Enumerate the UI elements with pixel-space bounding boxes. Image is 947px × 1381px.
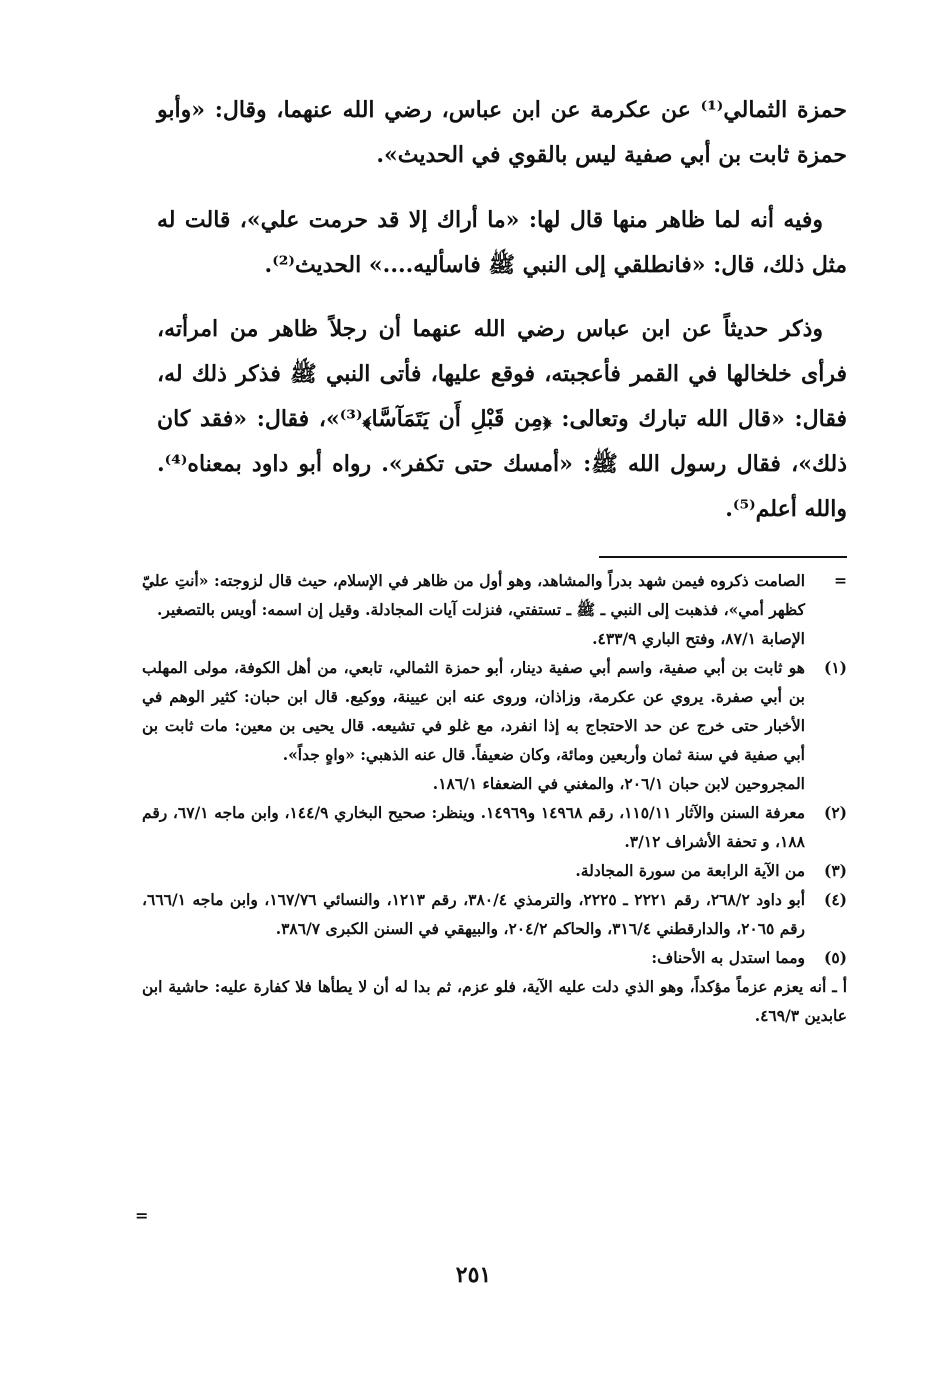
page-number: ٢٥١ <box>455 1262 492 1288</box>
footnote-number: (٢) <box>823 803 847 822</box>
footnote-4 <box>142 885 847 943</box>
footnote-2 <box>142 798 847 856</box>
footnotes <box>142 566 847 1030</box>
footnote-source: المجروحين لابن حبان ٢٠٦/١، والمغني في الضعفاء ١٨٦/١. <box>432 774 805 793</box>
continuation-mark: = <box>135 1206 149 1225</box>
paragraph-1: حمزة الثمالي⁽¹⁾ عن عكرمة عن ابن عباس، رضي الله عنهما، وقال: «وأبو حمزة ثابت بن أبي صفية ليس بالقوي في الحديث». <box>157 97 847 168</box>
footnote-3 <box>142 856 847 885</box>
footnote-item-text: أ ـ أنه يعزم عزماً مؤكداً، وهو الذي دلت عليه الآية، فلو عزم، ثم بدا له أن لا يطأها فلا كفارة عليه: حاشية ابن عابدين ٤٦٩/٣. <box>142 977 847 1025</box>
paragraph-2: وفيه أنه لما ظاهر منها قال لها: «ما أراك إلا قد حرمت علي»، قالت له مثل ذلك، قال: «فانطلقي إلى النبي ﷺ فاسأليه....» الحديث⁽²⁾. <box>157 207 847 278</box>
footnote-5 <box>142 943 847 972</box>
footnote-text: هو ثابت بن أبي صفية، واسم أبي صفية دينار، أبو حمزة الثمالي، تابعي، من أهل الكوفة، مولى المهلب بن أبي صفرة. يروي عن عكرمة، وزاذان، وروى عنه ابن عيينة، ووكيع. قال ابن حبان: كثير الوهم في الأخبار حتى خرج عن حد الاحتجاج به إذا انفرد، مع غلو في تشيعه. قال يحيى بن معين: مات ثابت بن أبي صفية في سنة ثمان وأربعين ومائة، وكان ضعيفاً. قال عنه الذهبي: «واهٍ جداً». <box>142 658 805 764</box>
footnote-text: من الآية الرابعة من سورة المجادلة. <box>575 861 805 880</box>
footnote-continued <box>142 566 847 653</box>
footnote-text: ومما استدل به الأحناف: <box>651 948 805 967</box>
footnote-text: معرفة السنن والآثار ١١٥/١١، رقم ١٤٩٦٨ و١٤٩٦٩. وينظر: صحيح البخاري ١٤٤/٩، وابن ماجه ٦٧/١، رقم ١٨٨، و تحفة الأشراف ٣/١٢. <box>142 803 805 851</box>
footnote-1 <box>142 653 847 798</box>
paragraph-3: وذكر حديثاً عن ابن عباس رضي الله عنهما أن رجلاً ظاهر من امرأته، فرأى خلخالها في القمر فأعجبته، فوقع عليها، فأتى النبي ﷺ فذكر ذلك له، فقال: «قال الله تبارك وتعالى: ﴿مِن قَبْلِ أَن يَتَمَآسَّا﴾⁽³⁾»، فقال: «فقد كان ذلك»، فقال رسول الله ﷺ: «أمسك حتى تكفر». رواه أبو داود بمعناه⁽⁴⁾. والله أعلم⁽⁵⁾. <box>157 316 847 522</box>
footnote-separator <box>599 556 847 558</box>
footnote-number: (٥) <box>823 948 847 967</box>
footnote-number: (١) <box>823 658 847 677</box>
footnote-continued-source: الإصابة ٨٧/١، وفتح الباري ٤٣٣/٩. <box>592 629 805 648</box>
continuation-mark: = <box>834 571 847 590</box>
footnote-continued-text: الصامت ذكروه فيمن شهد بدراً والمشاهد، وهو أول من ظاهر في الإسلام، حيث قال لزوجته: «أنتِ عليّ كظهر أمي»، فذهبت إلى النبي ـ ﷺ ـ تستفتي، فنزلت آيات المجادلة. وقيل إن اسمه: أويس بالتصغير. <box>142 571 805 619</box>
footnote-number: (٣) <box>823 861 847 880</box>
main-text <box>157 88 847 549</box>
footnote-5-item-a <box>142 972 847 1030</box>
footnote-number: (٤) <box>823 890 847 909</box>
footnote-text: أبو داود ٢٦٨/٢، رقم ٢٢٢١ ـ ٢٢٢٥، والترمذي ٣٨٠/٤، رقم ١٢١٣، والنسائي ١٦٧/٧٦، وابن ماجه ٦٦٦/١، رقم ٢٠٦٥، والدارقطني ٣١٦/٤، والحاكم ٢٠٤/٢، والبيهقي في السنن الكبرى ٣٨٦/٧. <box>142 890 806 938</box>
